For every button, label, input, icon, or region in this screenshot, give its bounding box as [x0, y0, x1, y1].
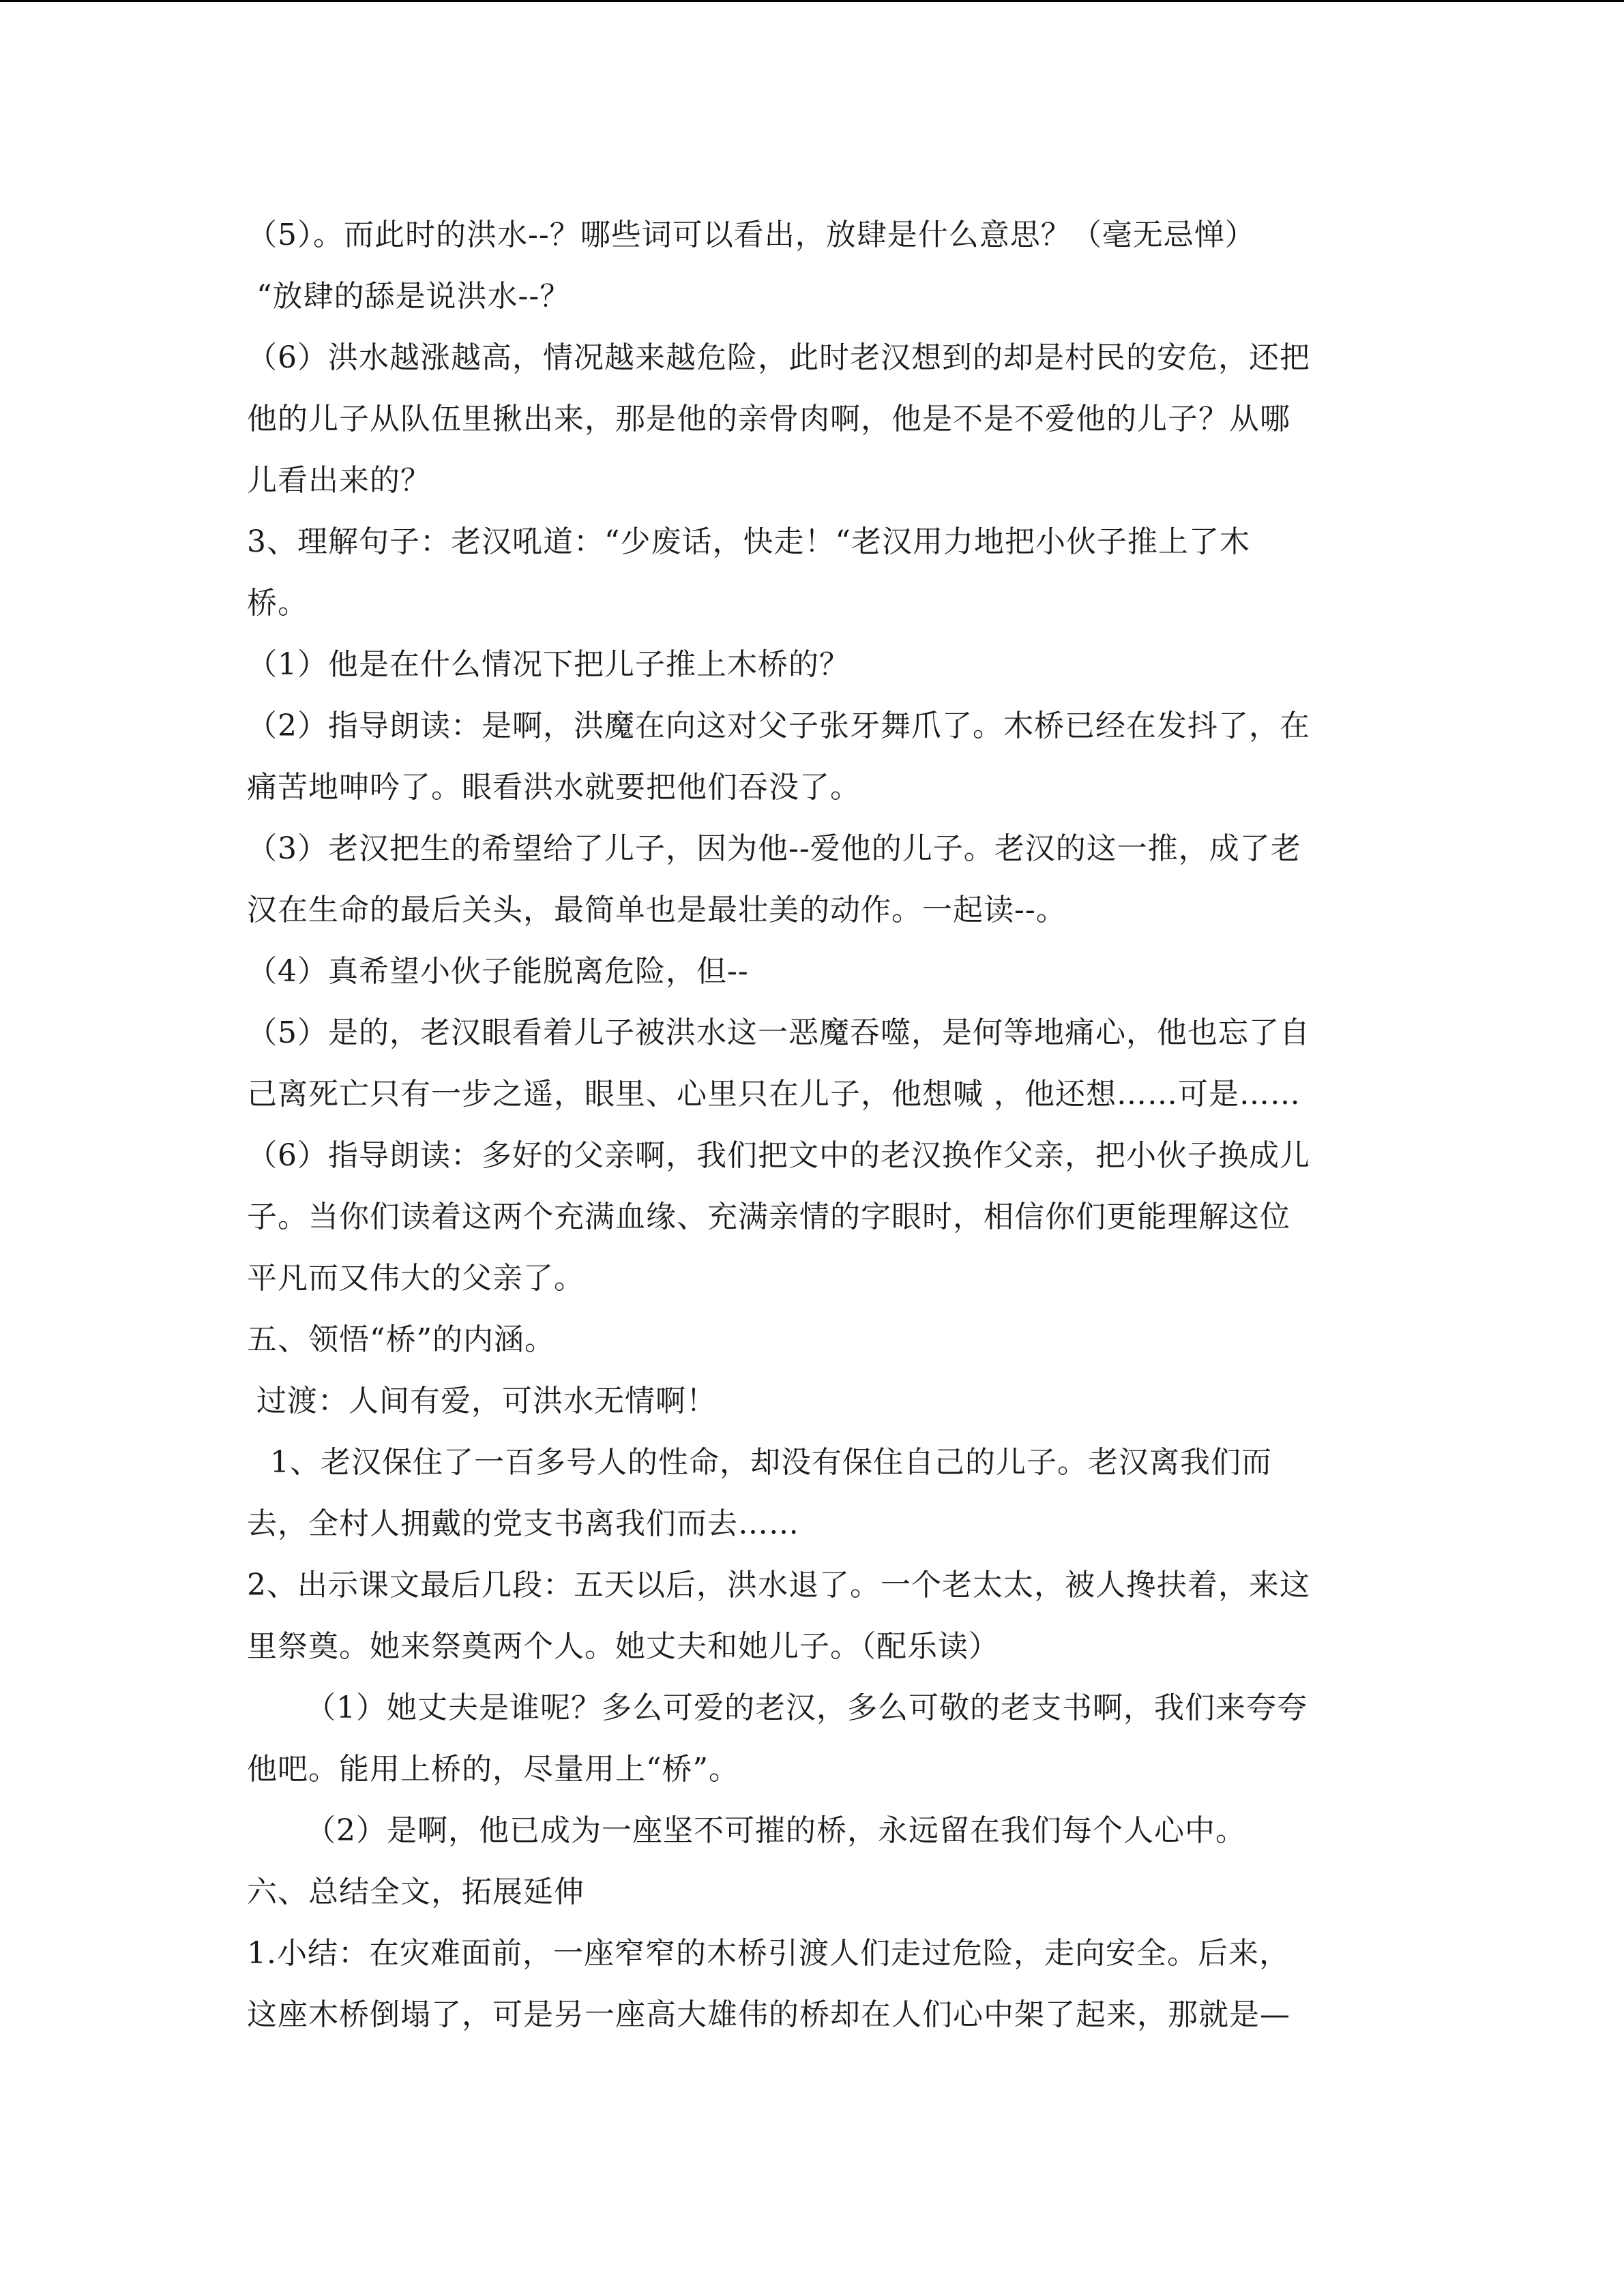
- text-line: （2）指导朗读：是啊，洪魔在向这对父子张牙舞爪了。木桥已经在发抖了，在: [247, 709, 1310, 743]
- text-line: （5）。而此时的洪水--？哪些词可以看出，放肆是什么意思？（毫无忌惮）: [247, 218, 1256, 252]
- text-line: （5）是的，老汉眼看着儿子被洪水这一恶魔吞噬，是何等地痛心，他也忘了自: [247, 1015, 1310, 1050]
- text-line: 子。当你们读着这两个充满血缘、充满亲情的字眼时，相信你们更能理解这位: [247, 1199, 1290, 1234]
- text-line: “放肆的舔是说洪水--？: [256, 279, 571, 314]
- text-line: 痛苦地呻吟了。眼看洪水就要把他们吞没了。: [247, 770, 861, 805]
- text-line: 这座木桥倒塌了，可是另一座高大雄伟的桥却在人们心中架了起来，那就是—: [247, 1997, 1290, 2032]
- text-line: 桥。: [247, 586, 308, 621]
- top-border-line: [0, 0, 1624, 2]
- text-line: 平凡而又伟大的父亲了。: [247, 1261, 585, 1296]
- text-line: 2、出示课文最后几段：五天以后，洪水退了。一个老太太，被人搀扶着，来这: [247, 1568, 1310, 1602]
- text-line: 1、老汉保住了一百多号人的性命，却没有保住自己的儿子。老汉离我们而: [270, 1445, 1272, 1480]
- text-line: （1）他是在什么情况下把儿子推上木桥的？: [247, 647, 850, 682]
- section-heading-line: 五、领悟“桥”的内涵。: [247, 1322, 555, 1357]
- text-line: （4）真希望小伙子能脱离危险，但--: [247, 954, 749, 989]
- text-line: 过渡：人间有爱，可洪水无情啊！: [256, 1384, 717, 1418]
- text-line: 汉在生命的最后关头，最简单也是最壮美的动作。一起读--。: [247, 893, 1067, 927]
- section-heading-line: 3、理解句子：老汉吼道：“少废话，快走！“老汉用力地把小伙子推上了木: [247, 524, 1250, 559]
- text-line: （3）老汉把生的希望给了儿子，因为他--爱他的儿子。老汉的这一推，成了老: [247, 831, 1301, 866]
- text-line: 里祭奠。她来祭奠两个人。她丈夫和她儿子。（配乐读）: [247, 1629, 999, 1664]
- text-line: 儿看出来的？: [247, 463, 431, 498]
- document-body: [247, 205, 1379, 2046]
- text-line: 1.小结：在灾难面前，一座窄窄的木桥引渡人们走过危险，走向安全。后来，: [247, 1936, 1290, 1971]
- text-line: 他吧。能用上桥的，尽量用上“桥”。: [247, 1752, 739, 1787]
- text-line: 他的儿子从队伍里揪出来，那是他的亲骨肉啊，他是不是不爱他的儿子？从哪: [247, 402, 1290, 436]
- text-line: 去，全村人拥戴的党支书离我们而去……: [247, 1506, 799, 1541]
- text-line: （2）是啊，他已成为一座坚不可摧的桥，永远留在我们每个人心中。: [306, 1813, 1246, 1848]
- text-line: （6）洪水越涨越高，情况越来越危险，此时老汉想到的却是村民的安危，还把: [247, 340, 1310, 375]
- text-line: （1）她丈夫是谁呢？多么可爱的老汉，多么可敬的老支书啊，我们来夸夸: [306, 1690, 1308, 1725]
- text-line: （6）指导朗读：多好的父亲啊，我们把文中的老汉换作父亲，把小伙子换成儿: [247, 1138, 1310, 1173]
- section-heading-line: 六、总结全文，拓展延伸: [247, 1875, 585, 1909]
- text-line: 己离死亡只有一步之遥，眼里、心里只在儿子，他想喊 ，他还想……可是……: [247, 1077, 1301, 1112]
